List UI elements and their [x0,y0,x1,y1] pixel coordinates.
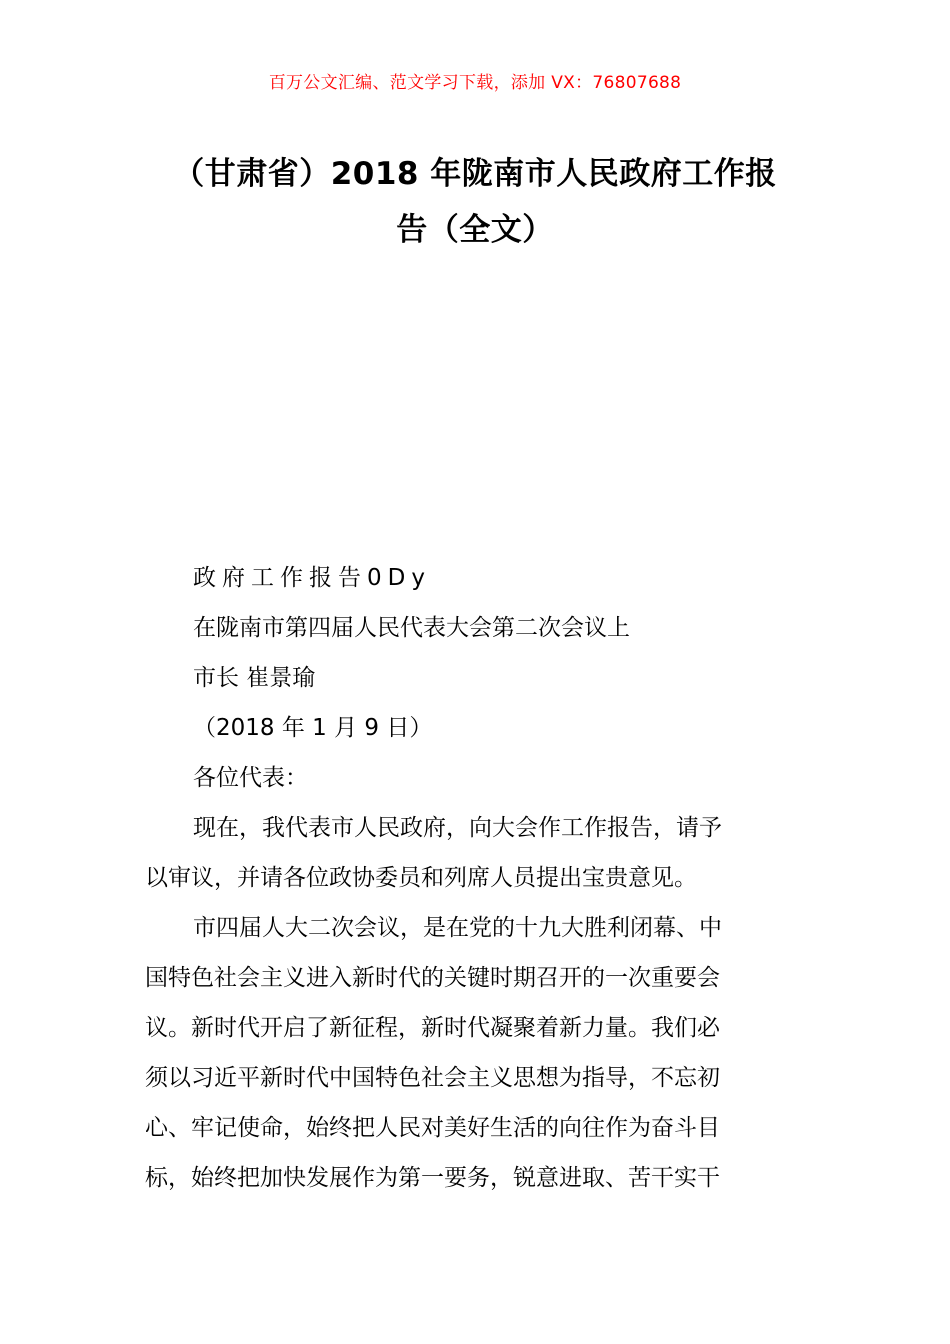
title-line-1: （甘肃省）2018 年陇南市人民政府工作报 [173,156,777,192]
paragraph-line: 现在，我代表市人民政府，向大会作工作报告，请予 [193,815,722,841]
paragraph-line: 国特色社会主义进入新时代的关键时期召开的一次重要会 [145,965,720,991]
paragraph-line: 市四届人大二次会议，是在党的十九大胜利闭幕、中 [193,915,722,941]
paragraph-line: 标，始终把加快发展作为第一要务，锐意进取、苦干实干 [145,1165,720,1191]
paragraph-2 [145,903,807,1203]
doc-name: 政府工作报告0Dy [193,565,431,591]
salutation: 各位代表： [193,765,308,791]
paragraph-line: 心、牢记使命，始终把人民对美好生活的向往作为奋斗目 [145,1115,720,1141]
speaker: 市长 崔景瑜 [193,665,316,691]
paragraph-line: 议。新时代开启了新征程，新时代凝聚着新力量。我们必 [145,1015,720,1041]
document-body [145,553,807,1203]
paragraph-line: 须以习近平新时代中国特色社会主义思想为指导，不忘初 [145,1065,720,1091]
title-line-2: 告（全文） [396,212,554,248]
report-date: （2018 年 1 月 9 日） [193,715,433,741]
occasion: 在陇南市第四届人民代表大会第二次会议上 [193,615,630,641]
document-title [145,146,805,258]
header-watermark: 百万公文汇编、范文学习下载，添加 VX：76807688 [268,73,682,93]
paragraph-1 [145,803,807,903]
paragraph-line: 以审议，并请各位政协委员和列席人员提出宝贵意见。 [145,865,697,891]
